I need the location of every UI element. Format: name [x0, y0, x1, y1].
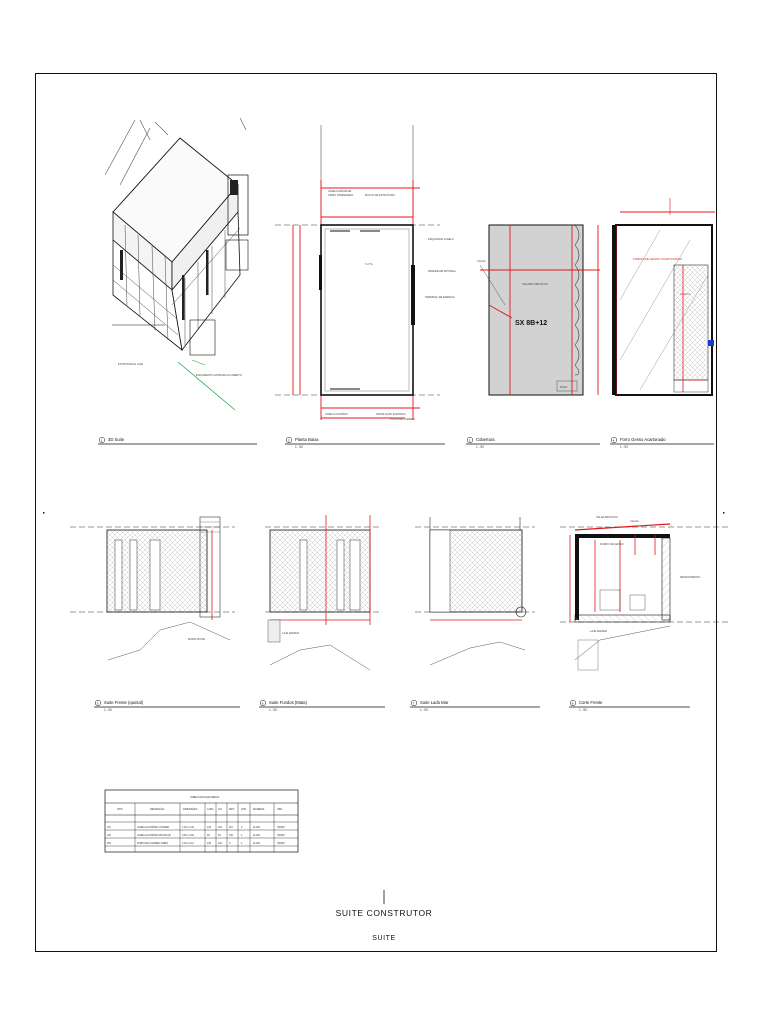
table-cell: J02: [107, 834, 111, 837]
caption-4-name: Forro Gesso Acartonado: [620, 437, 666, 442]
view-1-note-2: ENCHIMENTO ENTRADA AO ABERTO: [196, 374, 242, 377]
caption-2-name: Planta Baixa: [295, 437, 319, 442]
table-cell: 1: [241, 842, 243, 845]
view-8-note-1: TELHA METÁLICA: [596, 516, 618, 519]
view-frente-quintal: [70, 517, 235, 660]
view-4-note-1: FORRO DE GESSO ACARTONADO: [633, 257, 683, 261]
table-cell: ALUM.: [253, 834, 261, 837]
caption-5-number: 5: [96, 701, 99, 706]
sheet-marker: [43, 512, 45, 514]
table-cell: ALUM.: [253, 826, 261, 829]
table-cell: 1,20 x 1,00: [182, 826, 194, 829]
schedule-header-cell: PEIT: [229, 808, 235, 811]
view-3-note-3: RUFO: [560, 386, 568, 389]
schedule-header-cell: ALT: [218, 808, 223, 811]
table-cell: 240: [207, 842, 211, 845]
schedule-header-cell: OBS: [277, 808, 283, 811]
table-cell: 110: [229, 826, 233, 829]
table-cell: 1: [241, 834, 243, 837]
schedule-table: [105, 790, 298, 852]
table-cell: 100: [218, 826, 222, 829]
view-2-note-right-3: TERMINAL DE ENERGIA: [425, 296, 455, 299]
table-cell: 60: [207, 834, 210, 837]
view-2-note-bottom-3: PORTA DE CORRER: [390, 418, 415, 421]
table-cell: JANELA ALUMÍNIO CORRER: [137, 826, 170, 829]
view-3-note-1: CALHA: [477, 260, 486, 263]
view-5-note-1: MURO DIVISA: [188, 638, 206, 641]
caption-6-scale: 1 : 50: [269, 708, 277, 712]
view-3d-suite: [105, 118, 248, 410]
table-cell: 60: [218, 834, 221, 837]
view-3-note-2: TELHADO METÁLICO: [522, 283, 549, 286]
view-corte-frente: [560, 515, 730, 670]
caption-6-name: Suite Fundos (Mata): [269, 700, 307, 705]
view-3-tag: SX 8B+12: [515, 320, 548, 327]
caption-2-scale: 1 : 50: [295, 445, 303, 449]
view-2-note-top-2: VIDRO TEMPERADO: [328, 194, 354, 197]
caption-4-scale: 1 : 50: [620, 445, 628, 449]
sheet-subtitle: SUITE: [372, 935, 396, 942]
caption-1-number: 1: [100, 438, 103, 443]
caption-3-scale: 1 : 50: [476, 445, 484, 449]
table-cell: 120: [207, 826, 211, 829]
view-2-note-bottom-2: INSTALAÇÃO ELÉTRICA: [376, 413, 406, 416]
view-cobertura: [477, 225, 600, 395]
table-cell: VIDRO: [277, 826, 285, 829]
view-8-note-5: LAJE RADIER: [590, 630, 607, 633]
view-fundos-mata: [265, 515, 380, 670]
sheet-marker: [723, 512, 725, 514]
caption-5-scale: 1 : 50: [104, 708, 112, 712]
caption-3-name: Cobertura: [476, 437, 495, 442]
caption-8-name: Corte Frente: [579, 700, 603, 705]
table-cell: 210: [218, 842, 222, 845]
schedule-header-cell: LARG: [207, 808, 214, 811]
sheet-title-block: [336, 890, 433, 942]
table-cell: VIDRO: [277, 842, 285, 845]
schedule-header-cell: DESCRIÇÃO: [150, 808, 165, 811]
schedule-header-cell: TIPO: [117, 808, 123, 811]
view-2-note-bottom-1: JANELA ALUMÍNIO: [325, 413, 348, 416]
caption-7-scale: 1 : 50: [420, 708, 428, 712]
view-2-note-top-1: JANELA MAXIM-AR: [328, 190, 352, 193]
table-cell: JANELA ALUMÍNIO MAXIM-AR: [137, 834, 171, 837]
view-8-note-2: CALHA: [630, 520, 639, 523]
table-cell: 0,60 x 0,60: [182, 834, 194, 837]
view-lado-mar: [415, 517, 535, 665]
view-8-note-4: REVESTIMENTO: [680, 576, 701, 579]
schedule-title: TABELA DE ESQUADRIAS: [190, 796, 220, 799]
caption-3-number: 3: [468, 438, 471, 443]
caption-8-number: 8: [571, 701, 574, 706]
sheet-title: SUITE CONSTRUTOR: [335, 908, 433, 918]
table-cell: PORTA DE CORRER VIDRO: [137, 842, 169, 845]
caption-2-number: 2: [287, 438, 290, 443]
caption-4-number: 4: [612, 438, 615, 443]
view-2-room-label: SUITE: [365, 263, 373, 266]
view-6-note-1: LAJE RADIER: [282, 632, 299, 635]
view-2-note-top-3: BLOCO DE ESTRUTURA: [365, 194, 395, 197]
table-cell: 2,40 x 2,10: [182, 842, 194, 845]
table-cell: ALUM.: [253, 842, 261, 845]
schedule-header-cell: QTD: [241, 808, 247, 811]
caption-8-scale: 1 : 50: [579, 708, 587, 712]
view-forro-gesso: [612, 198, 715, 395]
view-4-note-2: SANCA: [680, 292, 691, 296]
caption-7-number: 7: [412, 701, 415, 706]
caption-5-name: Suite Frente (quintal): [104, 700, 144, 705]
view-planta-baixa: [275, 125, 457, 421]
table-cell: VIDRO: [277, 834, 285, 837]
table-cell: 150: [229, 834, 233, 837]
caption-7-name: Suite Lado Mar: [420, 700, 449, 705]
view-2-note-right-2: PAREDE EM DRYWALL: [428, 270, 457, 273]
view-1-note-1: ESTRUTURA E LAJE: [118, 363, 144, 366]
table-cell: P01: [107, 842, 112, 845]
table-cell: 0: [229, 842, 231, 845]
caption-1-name: 3D Suite: [108, 437, 125, 442]
view-2-note-right-1: ESQUADRIA JANELA: [428, 238, 454, 241]
schedule-header-cell: DIMENSÕES: [183, 808, 198, 811]
view-8-note-3: FORRO DE GESSO: [600, 543, 624, 546]
table-cell: 2: [241, 826, 243, 829]
table-cell: J01: [107, 826, 111, 829]
caption-6-number: 6: [261, 701, 264, 706]
schedule-header-cell: MATERIAL: [253, 808, 265, 811]
